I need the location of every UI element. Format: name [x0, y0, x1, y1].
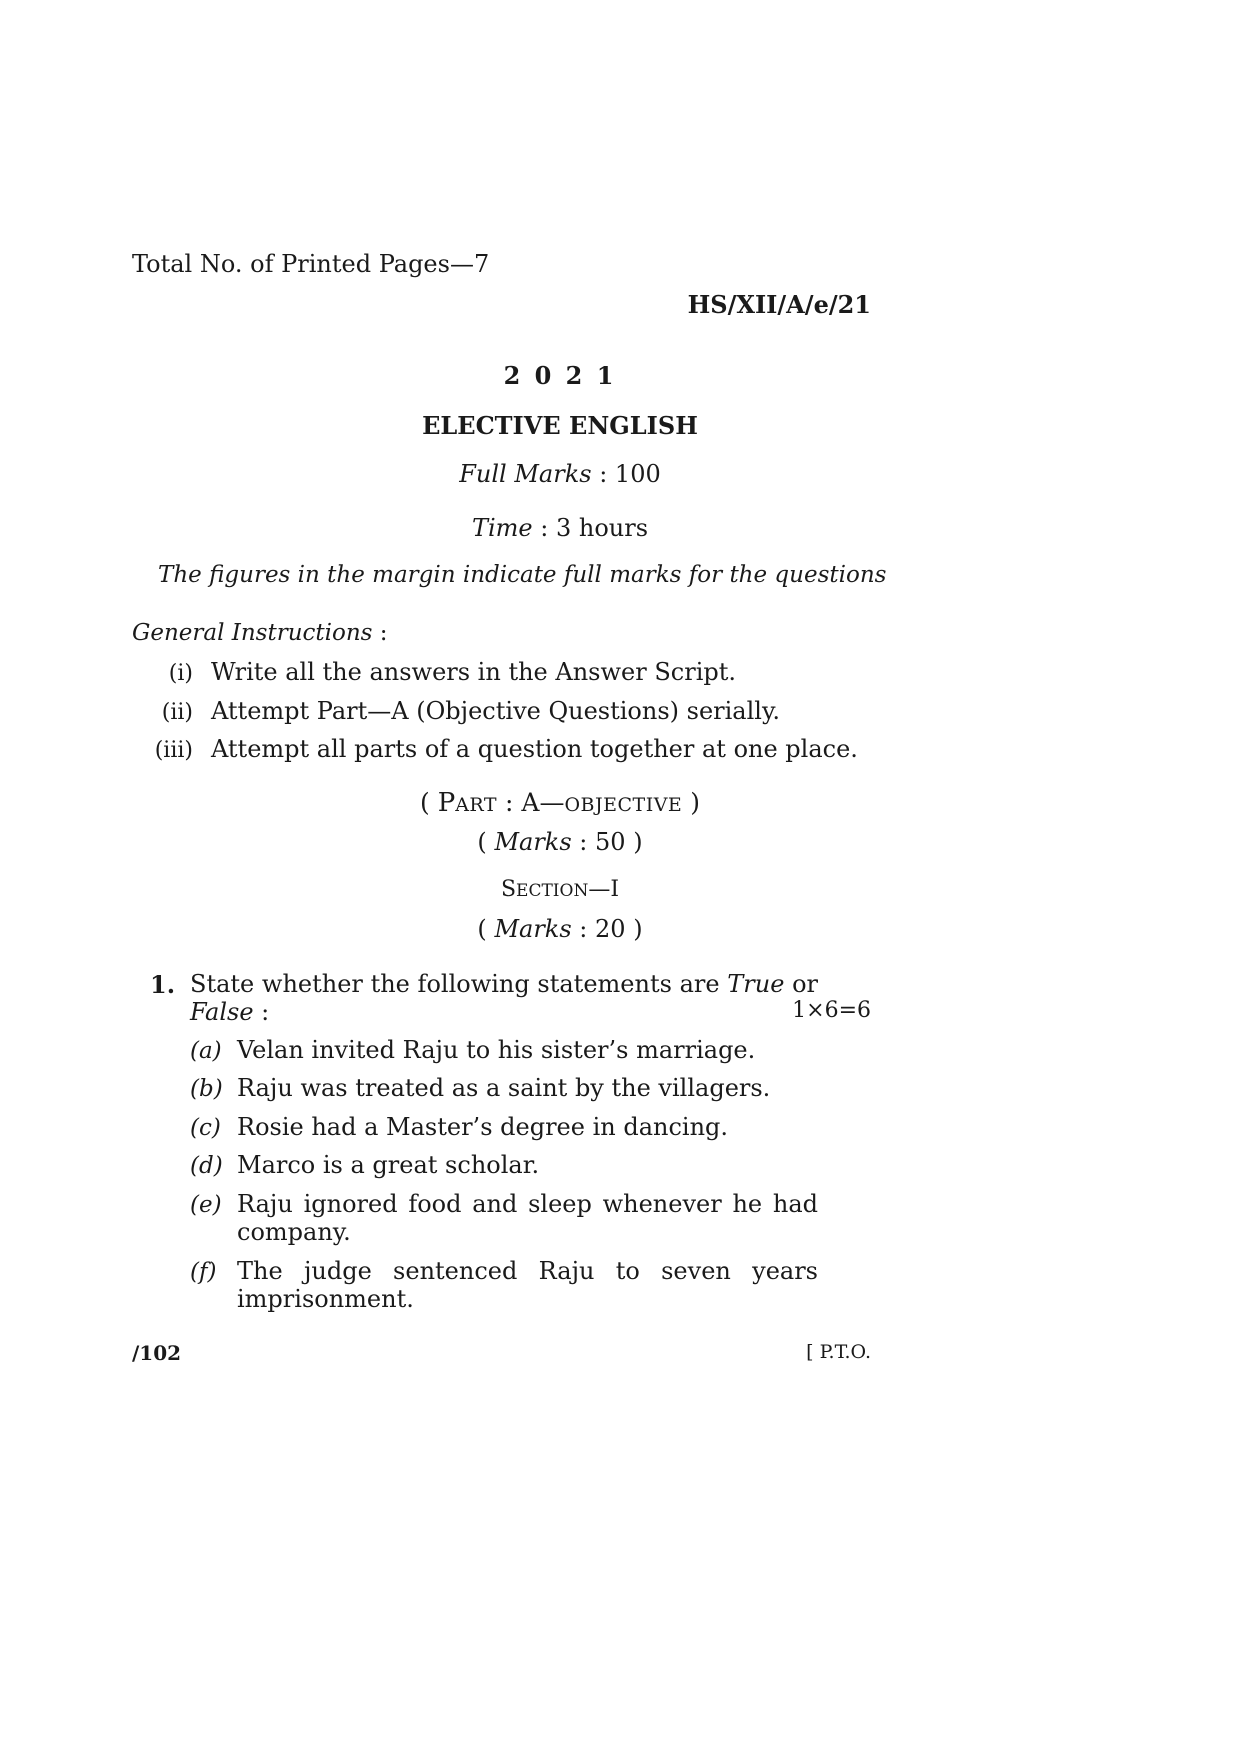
question-stem-or: or: [792, 970, 818, 998]
section-suffix: —I: [588, 877, 620, 902]
instruction-text: Attempt Part—A (Objective Questions) serially.: [211, 697, 780, 725]
statement-label: (a): [190, 1038, 222, 1064]
instruction-item: [131, 697, 780, 725]
part-letter: P: [437, 788, 456, 818]
time-allowed: [0, 514, 1120, 542]
question-stem-line2: [190, 998, 269, 1026]
full-marks-value: : 100: [599, 460, 661, 488]
part-marks-close: ): [633, 828, 643, 856]
section-letter: S: [500, 877, 517, 902]
statement-text: Marco is a great scholar.: [237, 1151, 540, 1179]
instruction-number: (i): [168, 661, 193, 686]
time-label: Time: [471, 514, 533, 542]
section-marks-value: : 20: [579, 915, 626, 943]
section-marks-close: ): [633, 915, 643, 943]
statement-text: Velan invited Raju to his sister’s marriage.: [237, 1036, 756, 1064]
statement-item: [190, 1113, 728, 1141]
statement-item: [190, 1190, 230, 1218]
statement-label: (c): [190, 1115, 221, 1141]
instruction-text: Attempt all parts of a question together at one place.: [211, 735, 858, 763]
part-marks-label: Marks: [494, 828, 572, 856]
statement-label: (b): [190, 1076, 223, 1102]
statement-label: (e): [190, 1192, 222, 1218]
paper-code: HS/XII/A/e/21: [687, 290, 871, 319]
question-stem-colon: :: [261, 998, 270, 1026]
statement-text: Raju ignored food and sleep whenever he had: [237, 1190, 818, 1218]
statement-text: The judge sentenced Raju to seven years: [237, 1257, 818, 1285]
part-open: (: [420, 788, 438, 817]
part-close: ): [682, 788, 700, 817]
full-marks-label: Full Marks: [459, 460, 592, 488]
part-heading: [0, 788, 1120, 818]
statement-text-cont: company.: [237, 1218, 351, 1246]
instruction-text: Write all the answers in the Answer Script.: [211, 658, 736, 686]
exam-subject: ELECTIVE ENGLISH: [422, 411, 698, 440]
statement-label: (f): [190, 1259, 217, 1285]
question-stem-false: False: [190, 998, 254, 1026]
time-value: : 3 hours: [540, 514, 649, 542]
part-marks-value: : 50: [579, 828, 626, 856]
instruction-item: [131, 658, 736, 686]
part-marks: [0, 828, 1120, 856]
exam-year: 2 0 2 1: [503, 361, 617, 390]
question-stem-text: State whether the following statements are: [190, 970, 720, 998]
instructions-heading: [132, 620, 388, 646]
section-heading: [0, 877, 1120, 902]
statement-text-cont: imprisonment.: [237, 1285, 414, 1313]
statement-text: Rosie had a Master’s degree in dancing.: [237, 1113, 729, 1141]
instructions-colon: :: [379, 620, 388, 646]
question-stem-line1: [190, 970, 818, 998]
section-marks: [0, 915, 1120, 943]
part-objective: OBJECTIVE: [564, 794, 683, 816]
margin-note: The figures in the margin indicate full marks for the questions: [158, 562, 887, 588]
statement-item: [190, 1036, 755, 1064]
statement-item: [190, 1074, 770, 1102]
statement-label: (d): [190, 1153, 223, 1179]
instructions-heading-label: General Instructions: [132, 620, 373, 646]
statement-item: [190, 1257, 230, 1285]
full-marks: [0, 460, 1120, 488]
section-marks-open: (: [477, 915, 487, 943]
question-marks: 1×6=6: [792, 998, 871, 1023]
total-pages: Total No. of Printed Pages—7: [132, 250, 490, 278]
question-stem-true: True: [727, 970, 785, 998]
statement-item: [190, 1151, 539, 1179]
section-marks-label: Marks: [494, 915, 572, 943]
statement-text: Raju was treated as a saint by the villagers.: [237, 1074, 771, 1102]
part-word: ART: [455, 794, 498, 816]
part-marks-open: (: [477, 828, 487, 856]
page-code: /102: [132, 1341, 182, 1365]
part-middle: : A—: [497, 788, 565, 817]
instruction-number: (iii): [154, 738, 193, 763]
instruction-item: [131, 735, 858, 763]
instruction-number: (ii): [161, 700, 193, 725]
section-word: ECTION: [516, 881, 589, 901]
pto: [ P.T.O.: [806, 1341, 871, 1363]
question-number: 1.: [150, 970, 176, 999]
